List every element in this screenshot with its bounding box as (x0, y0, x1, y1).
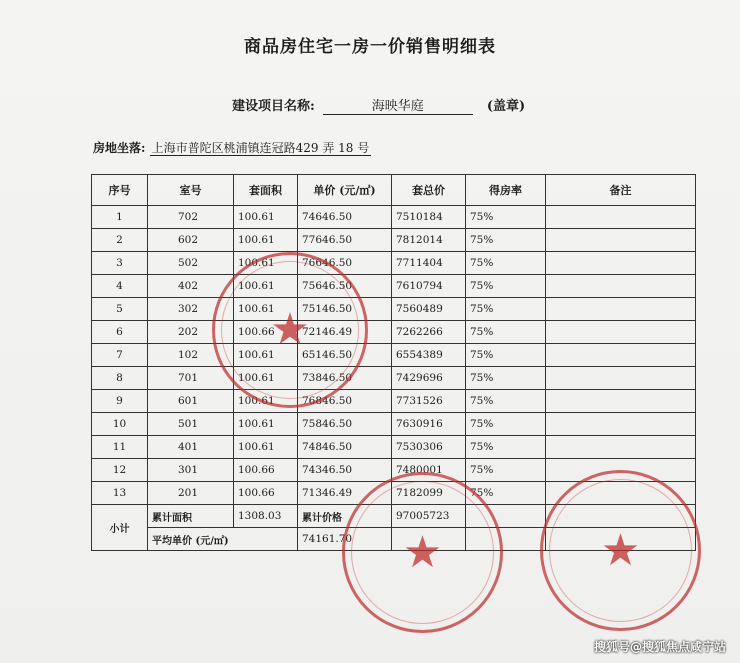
total-price-label: 累计价格 (298, 505, 392, 528)
table-cell: 3 (92, 252, 148, 275)
table-cell: 100.61 (234, 390, 298, 413)
total-area-label: 累计面积 (148, 505, 234, 528)
project-name: 海映华庭 (323, 95, 473, 115)
location-line (93, 139, 371, 156)
table-cell: 75% (466, 206, 546, 229)
table-cell: 74646.50 (298, 206, 392, 229)
table-cell: 1 (92, 206, 148, 229)
table-cell: 7530306 (392, 436, 466, 459)
table-cell: 7610794 (392, 275, 466, 298)
table-cell: 74846.50 (298, 436, 392, 459)
table-cell: 13 (92, 482, 148, 505)
table-row (92, 298, 696, 321)
table-row (92, 229, 696, 252)
table-row (92, 367, 696, 390)
document-title: 商品房住宅一房一价销售明细表 (244, 37, 496, 57)
table-cell: 77646.50 (298, 229, 392, 252)
table-cell: 100.61 (234, 344, 298, 367)
table-cell: 100.61 (234, 206, 298, 229)
table-row (92, 252, 696, 275)
table-cell: 8 (92, 367, 148, 390)
table-cell (546, 413, 696, 436)
table-row (92, 321, 696, 344)
location-address: 上海市普陀区桃浦镇连冠路429 弄 18 号 (151, 141, 370, 155)
table-cell (546, 275, 696, 298)
table-cell: 7262266 (392, 321, 466, 344)
table-cell: 201 (148, 482, 234, 505)
table-cell: 7812014 (392, 229, 466, 252)
table-cell: 76646.50 (298, 252, 392, 275)
column-header: 室号 (148, 175, 234, 206)
table-cell: 7182099 (392, 482, 466, 505)
table-cell: 7480001 (392, 459, 466, 482)
table-cell: 100.66 (234, 321, 298, 344)
column-header: 得房率 (466, 175, 546, 206)
table-cell (546, 252, 696, 275)
table-cell (546, 344, 696, 367)
seal-star-icon: ★ (600, 524, 641, 576)
table-cell: 6 (92, 321, 148, 344)
table-cell: 75% (466, 252, 546, 275)
table-row (92, 413, 696, 436)
table-cell: 100.61 (234, 275, 298, 298)
table-cell (546, 367, 696, 390)
seal-star-icon: ★ (270, 304, 310, 355)
table-cell: 75% (466, 229, 546, 252)
subtotal-label: 小计 (92, 505, 148, 551)
watermark: 搜狐号@搜狐焦点咸宁站 (593, 640, 726, 654)
table-cell (546, 390, 696, 413)
table-cell: 75% (466, 459, 546, 482)
table-cell: 73846.50 (298, 367, 392, 390)
table-cell: 301 (148, 459, 234, 482)
table-cell: 75% (466, 344, 546, 367)
table-cell: 74346.50 (298, 459, 392, 482)
table-row (92, 275, 696, 298)
table-cell: 7630916 (392, 413, 466, 436)
table-cell: 7429696 (392, 367, 466, 390)
column-header: 序号 (92, 175, 148, 206)
table-cell: 4 (92, 275, 148, 298)
table-cell: 75% (466, 367, 546, 390)
table-cell (546, 206, 696, 229)
table-cell: 701 (148, 367, 234, 390)
total-area-value: 1308.03 (234, 505, 298, 528)
project-label: 建设项目名称: (232, 99, 315, 114)
table-cell (546, 436, 696, 459)
table-cell: 75% (466, 275, 546, 298)
avg-price-value: 74161.70 (298, 528, 392, 551)
table-cell: 12 (92, 459, 148, 482)
table-cell: 75% (466, 298, 546, 321)
table-cell (546, 321, 696, 344)
table-cell: 75% (466, 436, 546, 459)
column-header: 备注 (546, 175, 696, 206)
table-cell: 7510184 (392, 206, 466, 229)
table-cell: 100.66 (234, 482, 298, 505)
table-cell: 75% (466, 413, 546, 436)
table-cell: 401 (148, 436, 234, 459)
table-cell: 75146.50 (298, 298, 392, 321)
table-row (92, 436, 696, 459)
table-cell: 7 (92, 344, 148, 367)
table-cell: 601 (148, 390, 234, 413)
table-cell: 7560489 (392, 298, 466, 321)
location-label: 房地坐落: (93, 141, 146, 155)
table-cell: 402 (148, 275, 234, 298)
table-cell: 65146.50 (298, 344, 392, 367)
table-cell: 100.61 (234, 252, 298, 275)
table-cell: 72146.49 (298, 321, 392, 344)
table-cell: 100.61 (234, 413, 298, 436)
table-cell: 202 (148, 321, 234, 344)
table-cell: 100.61 (234, 298, 298, 321)
company-seal-right (540, 470, 701, 631)
table-cell: 75% (466, 321, 546, 344)
table-cell: 100.61 (234, 436, 298, 459)
table-cell: 9 (92, 390, 148, 413)
project-line (232, 95, 525, 115)
table-cell: 75% (466, 482, 546, 505)
table-cell: 100.61 (234, 367, 298, 390)
seal-note: (盖章) (486, 99, 526, 114)
table-cell: 10 (92, 413, 148, 436)
table-cell: 100.66 (234, 459, 298, 482)
table-cell: 7731526 (392, 390, 466, 413)
table-cell: 6554389 (392, 344, 466, 367)
table-cell (546, 298, 696, 321)
total-price-value: 97005723 (392, 505, 466, 528)
table-cell: 75646.50 (298, 275, 392, 298)
table-cell: 7711404 (392, 252, 466, 275)
table-row (92, 390, 696, 413)
table-cell: 702 (148, 206, 234, 229)
table-cell: 11 (92, 436, 148, 459)
table-cell: 501 (148, 413, 234, 436)
table-cell: 102 (148, 344, 234, 367)
table-cell: 2 (92, 229, 148, 252)
table-cell: 302 (148, 298, 234, 321)
table-header-row (92, 175, 696, 206)
avg-price-label: 平均单价 (元/㎡) (148, 528, 298, 551)
table-cell: 75846.50 (298, 413, 392, 436)
column-header: 单价 (元/㎡) (298, 175, 392, 206)
official-seal-housing-bureau (212, 252, 368, 408)
table-row (92, 344, 696, 367)
table-cell: 502 (148, 252, 234, 275)
column-header: 套总价 (392, 175, 466, 206)
seal-star-icon: ★ (402, 526, 443, 578)
table-cell: 71346.49 (298, 482, 392, 505)
company-seal-left (342, 472, 503, 633)
table-cell: 100.61 (234, 229, 298, 252)
column-header: 套面积 (234, 175, 298, 206)
table-cell (546, 229, 696, 252)
table-row (92, 206, 696, 229)
table-cell: 5 (92, 298, 148, 321)
table-cell: 76846.50 (298, 390, 392, 413)
table-cell: 75% (466, 390, 546, 413)
table-cell: 602 (148, 229, 234, 252)
